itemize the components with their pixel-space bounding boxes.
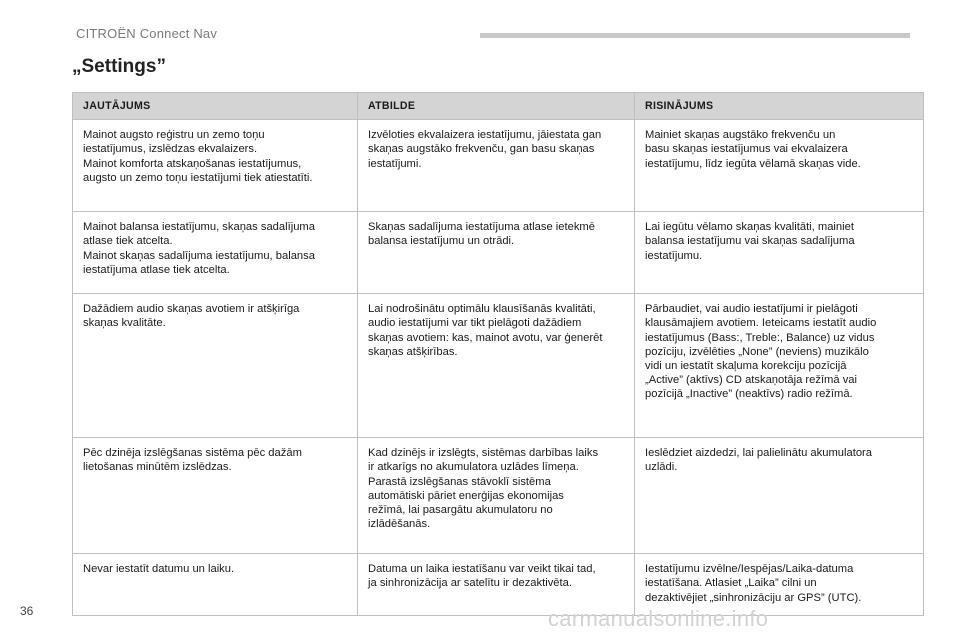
table-row	[73, 120, 924, 212]
column-header-answer: ATBILDE	[358, 93, 635, 120]
answer-cell: Skaņas sadalījuma iestatījuma atlase ietekmē balansa iestatījumu un otrādi.	[358, 212, 635, 294]
table-row	[73, 212, 924, 294]
brand-header: CITROËN Connect Nav	[76, 26, 218, 41]
page-title: „Settings”	[72, 56, 166, 77]
answer-cell: Lai nodrošinātu optimālu klausīšanās kvalitāti, audio iestatījumi var tikt pielāgoti dažādiem skaņas avotiem: kas, mainot avotu, var ģenerēt skaņas atšķirības.	[358, 294, 635, 438]
troubleshooting-table	[72, 92, 924, 616]
answer-cell: Datuma un laika iestatīšanu var veikt tikai tad, ja sinhronizācija ar satelītu ir dezaktivēta.	[358, 554, 635, 616]
table-row	[73, 438, 924, 554]
question-cell: Nevar iestatīt datumu un laiku.	[73, 554, 358, 616]
watermark: carmanualsonline.info	[548, 606, 769, 631]
table-row	[73, 554, 924, 616]
question-cell: Dažādiem audio skaņas avotiem ir atšķirīga skaņas kvalitāte.	[73, 294, 358, 438]
column-header-question: JAUTĀJUMS	[73, 93, 358, 120]
solution-cell: Ieslēdziet aizdedzi, lai palielinātu akumulatora uzlādi.	[635, 438, 924, 554]
table-header-row	[73, 93, 924, 120]
solution-cell: Pārbaudiet, vai audio iestatījumi ir pielāgoti klausāmajiem avotiem. Ieteicams iestatīt audio iestatījumus (Bass:, Treble:, Balance) uz vidus pozīciju, izvēlēties „None” (neviens) muzikālo vidi un iestatīt skaļuma korekciju pozīcijā „Active” (aktīvs) CD atskaņotāja režīmā vai pozīcijā „Inactive” (neaktīvs) radio režīmā.	[635, 294, 924, 438]
table-row	[73, 294, 924, 438]
column-header-solution: RISINĀJUMS	[635, 93, 924, 120]
solution-cell: Iestatījumu izvēlne/Iespējas/Laika-datuma iestatīšana. Atlasiet „Laika” cilni un dezaktivējiet „sinhronizāciju ar GPS” (UTC).	[635, 554, 924, 616]
question-cell: Mainot balansa iestatījumu, skaņas sadalījuma atlase tiek atcelta. Mainot skaņas sadalījuma iestatījumu, balansa iestatījuma atlase tiek atcelta.	[73, 212, 358, 294]
question-cell: Mainot augsto reģistru un zemo toņu iestatījumus, izslēdzas ekvalaizers. Mainot komforta atskaņošanas iestatījumus, augsto un zemo toņu iestatījumi tiek atiestatīti.	[73, 120, 358, 212]
question-cell: Pēc dzinēja izslēgšanas sistēma pēc dažām lietošanas minūtēm izslēdzas.	[73, 438, 358, 554]
header-bar	[480, 33, 910, 38]
solution-cell: Lai iegūtu vēlamo skaņas kvalitāti, mainiet balansa iestatījumu vai skaņas sadalījuma iestatījumu.	[635, 212, 924, 294]
answer-cell: Izvēloties ekvalaizera iestatījumu, jāiestata gan skaņas augstāko frekvenču, gan basu skaņas iestatījumi.	[358, 120, 635, 212]
answer-cell: Kad dzinējs ir izslēgts, sistēmas darbības laiks ir atkarīgs no akumulatora uzlādes līmeņa. Parastā izslēgšanas stāvoklī sistēma automātiski pāriet enerģijas ekonomijas režīmā, lai pasargātu akumulatoru no izlādēšanās.	[358, 438, 635, 554]
page-number: 36	[20, 604, 34, 618]
solution-cell: Mainiet skaņas augstāko frekvenču un basu skaņas iestatījumus vai ekvalaizera iestatījumu, līdz iegūta vēlamā skaņas vide.	[635, 120, 924, 212]
